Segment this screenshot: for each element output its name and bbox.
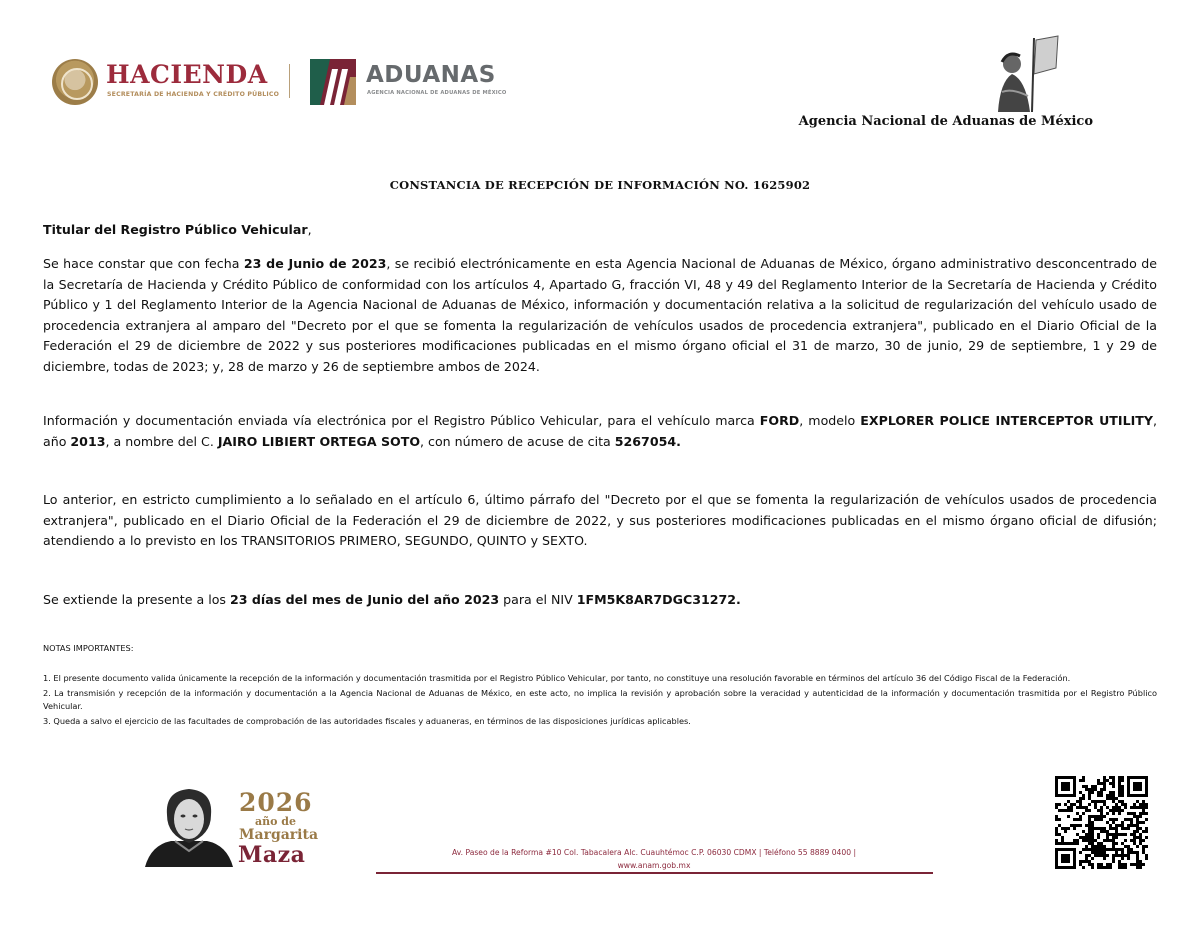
hacienda-title: HACIENDA [106, 60, 268, 89]
qr-code-icon [1055, 776, 1148, 869]
vehicle-model: EXPLORER POLICE INTERCEPTOR UTILITY [860, 413, 1153, 428]
flag-bearer-figure-icon [988, 34, 1064, 112]
acuse-number: 5267054. [614, 433, 681, 449]
p2-text-5: , con número de acuse de cita [420, 433, 615, 449]
address-line: Av. Paseo de la Reforma #10 Col. Tabacalera Alc. Cuauhtémoc C.P. 06030 CDMX | Teléfono 55 8889 0400 | [451, 848, 857, 857]
salutation [43, 220, 1157, 241]
agency-name: Agencia Nacional de Aduanas de México [798, 114, 1093, 129]
footer-divider [376, 872, 933, 874]
salutation-addressee: Titular del Registro Público Vehicular [43, 222, 308, 237]
document-title: CONSTANCIA DE RECEPCIÓN DE INFORMACIÓN NO. 1625902 [389, 178, 811, 192]
p2-text-3: , año [43, 413, 1158, 449]
year-name-last: Maza [238, 842, 306, 868]
note-item: 1. El presente documento valida únicamente la recepción de la información y documentación trasmitida por el Registro Público Vehicular, por tanto, no constituye una resolución favorable en términos del artículo 36 del Código Fiscal de la Federación. [43, 673, 1071, 683]
year-logo [237, 788, 327, 868]
note-item: 2. La transmisión y recepción de la información y documentación a la Agencia Nacional de Aduanas de México, en este acto, no implica la revisión y aprobación sobre la veracidad y autenticidad de la información y documentación trasmitida por el Registro Público Vehicular. [43, 688, 1157, 711]
logo-divider [289, 64, 290, 98]
year-number: 2026 [239, 788, 313, 817]
p1-text-2: , se recibió electrónicamente en esta Agencia Nacional de Aduanas de México, órgano administrativo desconcentrado de la Secretaría de Hacienda y Crédito Público de conformidad con los artículos 4, Apartado G, fracción VI, 48 y 49 del Reglamento Interior de la Secretaría de Hacienda y Crédito Público y 1 del Reglamento Interior de la Agencia Nacional de Aduanas de México, información y documentación relativa a la solicitud de regularización del vehículo usado de procedencia extranjera al amparo del "Decreto por el que se fomenta la regularización de vehículos usados de procedencia extranjera", publicado en el Diario Oficial de la Federación el 29 de diciembre de 2022 y sus posteriores modificaciones publicadas en el mismo órgano oficial el 31 de marzo, 30 de junio, 29 de septiembre, 1 y 29 de diciembre, todas de 2023; y, 28 de marzo y 26 de septiembre ambos de 2024. [43, 256, 1157, 374]
vin-number: 1FM5K8AR7DGC31272. [576, 592, 741, 607]
p2-text-2: , modelo [799, 413, 861, 428]
aduanas-subtitle: AGENCIA NACIONAL DE ADUANAS DE MÉXICO [367, 90, 507, 96]
footer-address [376, 847, 932, 872]
margarita-maza-portrait [145, 785, 233, 867]
p2-text-1: Información y documentación enviada vía electrónica por el Registro Público Vehicular, para el vehículo marca [43, 413, 760, 428]
paragraph-legal-basis: Lo anterior, en estricto cumplimiento a lo señalado en el artículo 6, último párrafo del "Decreto por el que se fomenta la regularización de vehículos usados de procedencia extranjera", publicado en el Diario Oficial de la Federación el 29 de diciembre de 2022, y sus posteriores modificaciones publicadas en el mismo órgano oficial de difusión; atendiendo a lo previsto en los TRANSITORIOS PRIMERO, SEGUNDO, QUINTO y SEXTO. [43, 492, 1157, 548]
hacienda-subtitle: SECRETARÍA DE HACIENDA Y CRÉDITO PÚBLICO [107, 91, 280, 98]
note-item: 3. Queda a salvo el ejercicio de las facultades de comprobación de las autoridades fiscales y aduaneras, en términos de las disposiciones jurídicas aplicables. [43, 715, 691, 726]
p2-text-4: , a nombre del C. [105, 433, 218, 449]
aduanas-mark-icon [310, 59, 356, 105]
paragraph-vehicle [43, 411, 1157, 452]
vehicle-year: 2013 [70, 433, 106, 449]
salutation-comma: , [307, 222, 312, 237]
year-name-first: Margarita [239, 827, 319, 843]
aduanas-logo [310, 56, 515, 108]
coat-of-arms-icon [52, 59, 98, 105]
receipt-date: 23 de Junio de 2023 [243, 256, 387, 271]
p4-text-1: Se extiende la presente a los [43, 592, 230, 607]
p4-text-2: para el NIV [499, 592, 577, 607]
vehicle-brand: FORD [759, 413, 800, 428]
issuance-date: 23 días del mes de Junio del año 2023 [229, 592, 500, 607]
owner-name: JAIRO LIBIERT ORTEGA SOTO [217, 433, 421, 449]
aduanas-title: ADUANAS [366, 62, 496, 88]
notes-heading: NOTAS IMPORTANTES: [43, 643, 134, 653]
website-link[interactable]: www.anam.gob.mx [617, 860, 691, 870]
p1-text-1: Se hace constar que con fecha [43, 256, 244, 271]
notes-list [43, 672, 1157, 730]
paragraph-issuance [43, 590, 1157, 611]
hacienda-logo [52, 56, 280, 108]
year-text: año de [255, 815, 296, 828]
paragraph-receipt [43, 254, 1157, 377]
